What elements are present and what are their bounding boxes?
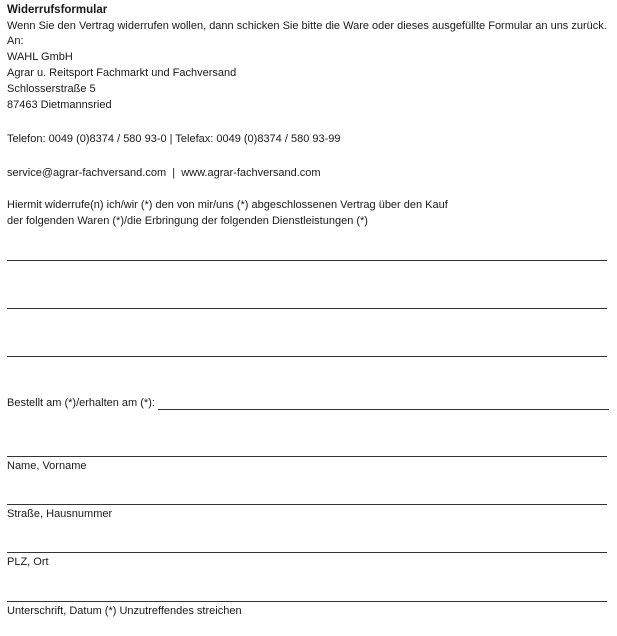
declaration-line-2: der folgenden Waren (*)/die Erbringung der folgenden Dienstleistungen (*)	[7, 215, 368, 227]
intro-text: Wenn Sie den Vertrag widerrufen wollen, dann schicken Sie bitte die Ware oder dieses ausgefüllte Formular an uns zurück.	[7, 20, 607, 32]
signature-label: Unterschrift, Datum (*) Unzutreffendes streichen	[7, 605, 242, 617]
goods-entry-line-3[interactable]	[7, 356, 607, 357]
ordered-received-input-line[interactable]	[158, 398, 609, 410]
address-street: Schlosserstraße 5	[7, 83, 96, 95]
phone-fax-line: Telefon: 0049 (0)8374 / 580 93-0 | Telefax: 0049 (0)8374 / 580 93-99	[7, 133, 341, 145]
name-label: Name, Vorname	[7, 460, 87, 472]
zip-city-input-line[interactable]	[7, 552, 607, 553]
signature-input-line[interactable]	[7, 601, 607, 602]
goods-entry-line-2[interactable]	[7, 308, 607, 309]
goods-entry-line-1[interactable]	[7, 260, 607, 261]
email-web-line: service@agrar-fachversand.com | www.agrar-fachversand.com	[7, 167, 321, 179]
ordered-received-field	[7, 396, 609, 410]
form-title: Widerrufsformular	[7, 4, 108, 16]
street-input-line[interactable]	[7, 504, 607, 505]
street-label: Straße, Hausnummer	[7, 508, 113, 520]
company-name: WAHL GmbH	[7, 51, 73, 63]
ordered-received-label: Bestellt am (*)/erhalten am (*):	[7, 397, 155, 409]
company-division: Agrar u. Reitsport Fachmarkt und Fachversand	[7, 67, 237, 79]
address-city: 87463 Dietmannsried	[7, 99, 112, 111]
name-input-line[interactable]	[7, 456, 607, 457]
recipient-label: An:	[7, 35, 24, 47]
zip-city-label: PLZ, Ort	[7, 556, 49, 568]
declaration-line-1: Hiermit widerrufe(n) ich/wir (*) den von mir/uns (*) abgeschlossenen Vertrag über den Kauf	[7, 199, 448, 211]
